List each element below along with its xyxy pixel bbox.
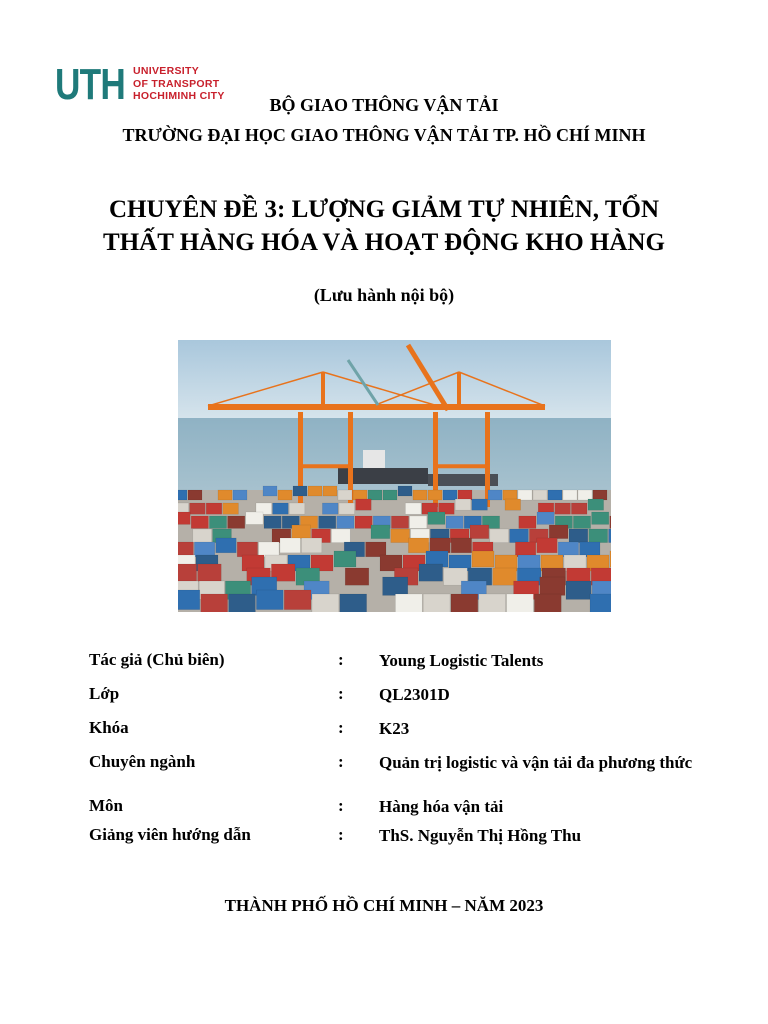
instructor-value: ThS. Nguyễn Thị Hồng Thu [379,826,582,845]
major-label: Chuyên ngành [89,752,196,771]
shipping-container [580,542,600,557]
shipping-container [223,503,239,514]
shipping-container [308,486,322,496]
course-colon: : [338,718,344,737]
shipping-container [419,564,443,581]
shipping-container [323,486,337,496]
shipping-container [578,490,592,500]
shipping-container [355,516,372,528]
shipping-container [178,564,197,581]
shipping-container [345,568,369,585]
shipping-container [198,564,222,581]
subject-colon: : [338,796,344,815]
shipping-container [398,486,412,496]
class-colon: : [338,684,344,703]
university-name: TRƯỜNG ĐẠI HỌC GIAO THÔNG VẬN TẢI TP. HỒ CHÍ MINH [122,125,646,145]
shipping-container [405,503,421,514]
shipping-container [340,594,367,612]
shipping-container [246,512,263,524]
shipping-container [488,490,502,500]
shipping-container [455,499,471,510]
shipping-container [337,516,354,528]
shipping-container [229,594,256,612]
shipping-container [534,594,561,612]
author-label: Tác giả (Chủ biên) [89,650,225,669]
shipping-container [209,516,226,528]
major-value: Quản trị logistic và vận tải đa phương thức [379,753,693,772]
info-table [89,650,709,855]
shipping-container [548,490,562,500]
shipping-container [408,538,428,553]
shipping-container [289,503,305,514]
footer-location-year: THÀNH PHỐ HỒ CHÍ MINH – NĂM 2023 [224,896,544,915]
info-row-instructor [89,825,709,855]
shipping-container [507,594,534,612]
shipping-container [571,503,587,514]
shipping-container [201,594,228,612]
shipping-container [353,490,367,500]
ministry-name: BỘ GIAO THÔNG VẬN TẢI [269,95,499,115]
shipping-container [533,490,547,500]
logo-line-2: OF TRANSPORT [133,77,220,90]
title-line-2: THẤT HÀNG HÓA VÀ HOẠT ĐỘNG KHO HÀNG [103,229,665,256]
shipping-container [493,568,517,585]
shipping-container [515,542,535,557]
shipping-container [391,516,408,528]
shipping-container [188,490,202,500]
shipping-container [458,490,472,500]
shipping-container [563,490,577,500]
info-row-class [89,684,709,718]
shipping-container [573,516,590,528]
logo-line-1: UNIVERSITY [133,65,200,77]
author-value: Young Logistic Talents [379,651,544,670]
logo-mark: UTH [55,60,125,109]
course-value: K23 [379,719,410,738]
shipping-container [610,551,611,567]
shipping-container [331,529,350,543]
shipping-container [391,529,410,543]
shipping-container [278,490,292,500]
shipping-container [537,538,557,553]
shipping-container [301,538,321,553]
shipping-container [178,512,190,524]
shipping-container [216,538,236,553]
shipping-container [413,490,427,500]
shipping-container [280,538,300,553]
shipping-container [537,512,554,524]
shipping-container [178,590,200,610]
document-title [0,193,768,259]
shipping-container [505,499,521,510]
shipping-container [588,499,604,510]
shipping-container [593,490,607,500]
shipping-container [503,490,517,500]
title-line-1: CHUYÊN ĐỀ 3: LƯỢNG GIẢM TỰ NHIÊN, TỔN [108,196,660,223]
shipping-container [470,525,489,539]
shipping-container [228,516,245,528]
major-colon: : [338,752,344,771]
instructor-label: Giảng viên hướng dẫn [89,825,251,844]
shipping-container [284,590,311,610]
shipping-container [338,490,352,500]
shipping-container [472,551,494,567]
shipping-container [540,577,565,595]
shipping-container [190,503,206,514]
document-subtitle: (Lưu hành nội bộ) [313,285,455,305]
shipping-container [256,590,283,610]
shipping-container [566,581,591,599]
shipping-container [558,542,578,557]
shipping-container [383,490,397,500]
shipping-container [319,516,336,528]
shipping-container [237,542,257,557]
shipping-container [366,542,386,557]
info-row-author [89,650,709,684]
shipping-container [519,516,536,528]
shipping-container [383,577,408,595]
shipping-container [356,499,372,510]
shipping-container [446,516,463,528]
shipping-container [194,542,214,557]
port-photo [178,340,611,612]
shipping-container [292,525,311,539]
shipping-container [322,503,338,514]
shipping-container [273,503,289,514]
shipping-container [193,529,212,543]
shipping-container [518,490,532,500]
shipping-container [395,594,422,612]
shipping-container [312,594,339,612]
shipping-container [259,542,279,557]
shipping-container [178,542,193,557]
shipping-container [590,594,611,612]
shipping-container [479,594,506,612]
shipping-container [206,503,222,514]
shipping-container [410,516,427,528]
shipping-container [263,486,277,496]
shipping-container [490,529,509,543]
shipping-container [218,490,232,500]
logo-line-3: HOCHIMINH CITY [133,90,225,102]
shipping-container [191,516,208,528]
shipping-container [430,538,450,553]
info-row-major [89,752,709,796]
shipping-container [555,503,571,514]
shipping-container [472,499,488,510]
shipping-container [569,529,588,543]
subject-value: Hàng hóa vận tải [379,797,504,816]
course-label: Khóa [89,718,129,737]
shipping-container [368,490,382,500]
shipping-container [549,525,568,539]
shipping-container [609,529,611,543]
class-value: QL2301D [379,685,450,704]
shipping-container [334,551,356,567]
shipping-container [510,529,529,543]
author-colon: : [338,650,344,669]
subject-label: Môn [89,796,123,815]
shipping-container [589,529,608,543]
shipping-container [339,503,355,514]
shipping-container [264,516,281,528]
instructor-colon: : [338,825,344,844]
info-row-course [89,718,709,752]
shipping-container [443,490,457,500]
shipping-container [233,490,247,500]
shipping-container [592,512,609,524]
shipping-container [428,490,442,500]
container-port-illustration [178,340,611,612]
shipping-container [178,490,187,500]
info-row-subject [89,796,709,825]
ship-bridge [363,450,385,468]
shipping-container [371,525,390,539]
shipping-container [428,512,445,524]
shipping-container [610,516,611,528]
shipping-container [451,538,471,553]
shipping-container [293,486,307,496]
class-label: Lớp [89,684,120,703]
shipping-container [451,594,478,612]
shipping-container [423,594,450,612]
